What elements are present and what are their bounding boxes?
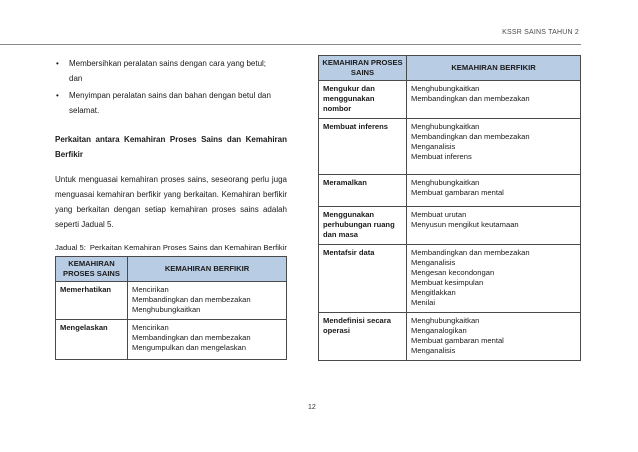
table-row [56, 320, 287, 360]
thinking-skill: Membuat inferens [411, 152, 472, 161]
thinking-skill: Menganalisis [411, 258, 456, 267]
table-row [319, 175, 581, 207]
table-row [319, 313, 581, 361]
bullet-line: Membersihkan peralatan sains dengan cara yang betul; [69, 59, 267, 68]
process-skill-cell: Mengelaskan [56, 320, 128, 360]
table-row [319, 81, 581, 119]
thinking-skill: Mengitlakkan [411, 288, 456, 297]
thinking-skill: Mengesan kecondongan [411, 268, 495, 277]
thinking-skills-cell [407, 313, 581, 361]
thinking-skill: Membuat gambaran mental [411, 336, 504, 345]
bullet-line: Menyimpan peralatan sains dan bahan dengan betul dan [69, 91, 271, 100]
table-row [319, 119, 581, 175]
thinking-skill: Menganalisis [411, 142, 456, 151]
header-process-skills: KEMAHIRAN PROSES SAINS [56, 257, 128, 282]
running-header [0, 24, 581, 45]
section-title: Perkaitan antara Kemahiran Proses Sains dan Kemahiran Berfikir [55, 135, 287, 159]
process-skill-cell: Mendefinisi secara operasi [319, 313, 407, 361]
thinking-skill: Menghubungkaitkan [411, 316, 480, 325]
bullet-dot-icon: • [56, 91, 59, 100]
bullet-list [55, 56, 287, 118]
thinking-skill: Menganalisis [411, 346, 456, 355]
page-number: 12 [308, 404, 316, 411]
thinking-skill: Menyusun mengikut keutamaan [411, 220, 519, 229]
process-skill-cell: Mentafsir data [319, 245, 407, 313]
table-row [319, 245, 581, 313]
thinking-skill: Menghubungkaitkan [411, 122, 480, 131]
thinking-skill: Mencirikan [132, 285, 169, 294]
thinking-skills-cell [407, 245, 581, 313]
body-paragraph: Untuk menguasai kemahiran proses sains, seseorang perlu juga menguasai kemahiran berfikir yang berkaitan. Kemahiran berfikir yang berkaitan dengan setiap kemahiran proses sains adalah seperti Jadual 5. [55, 175, 287, 229]
bullet-line: dan [69, 74, 83, 83]
caption-label: Jadual 5: [55, 243, 86, 252]
process-skill-cell: Mengukur dan menggunakan nombor [319, 81, 407, 119]
table-caption [55, 244, 287, 252]
thinking-skills-cell [128, 320, 287, 360]
left-column [55, 56, 287, 252]
thinking-skill: Membandingkan dan membezakan [411, 132, 530, 141]
thinking-skill: Membandingkan dan membezakan [132, 295, 251, 304]
bullet-item [55, 56, 287, 86]
process-skill-cell: Memerhatikan [56, 282, 128, 320]
bullet-dot-icon: • [56, 59, 59, 68]
thinking-skill: Membandingkan dan membezakan [411, 248, 530, 257]
header-text: KSSR SAINS TAHUN 2 [502, 29, 579, 36]
thinking-skills-cell [407, 81, 581, 119]
thinking-skill: Menghubungkaitkan [411, 84, 480, 93]
thinking-skill: Membuat gambaran mental [411, 188, 504, 197]
table-row [56, 282, 287, 320]
thinking-skill: Membuat kesimpulan [411, 278, 484, 287]
header-process-skills: KEMAHIRAN PROSES SAINS [319, 56, 407, 81]
thinking-skills-cell [407, 119, 581, 175]
thinking-skill: Menilai [411, 298, 436, 307]
bullet-line: selamat. [69, 106, 100, 115]
table-row [319, 207, 581, 245]
thinking-skill: Mengumpulkan dan mengelaskan [132, 343, 246, 352]
bullet-item [55, 88, 287, 118]
header-thinking-skills: KEMAHIRAN BERFIKIR [407, 56, 581, 81]
process-skill-cell: Menggunakan perhubungan ruang dan masa [319, 207, 407, 245]
skills-table-left [55, 256, 287, 360]
thinking-skills-cell [128, 282, 287, 320]
thinking-skill: Mencirikan [132, 323, 169, 332]
thinking-skill: Menghubungkaitkan [411, 178, 480, 187]
process-skill-cell: Meramalkan [319, 175, 407, 207]
process-skill-cell: Membuat inferens [319, 119, 407, 175]
skills-table-right [318, 55, 581, 361]
header-thinking-skills: KEMAHIRAN BERFIKIR [128, 257, 287, 282]
thinking-skill: Membandingkan dan membezakan [411, 94, 530, 103]
caption-text: Perkaitan Kemahiran Proses Sains dan Kemahiran Berfikir [89, 243, 287, 252]
thinking-skills-cell [407, 175, 581, 207]
thinking-skill: Menghubungkaitkan [132, 305, 201, 314]
thinking-skill: Membuat urutan [411, 210, 467, 219]
thinking-skill: Menganalogikan [411, 326, 467, 335]
thinking-skills-cell [407, 207, 581, 245]
thinking-skill: Membandingkan dan membezakan [132, 333, 251, 342]
